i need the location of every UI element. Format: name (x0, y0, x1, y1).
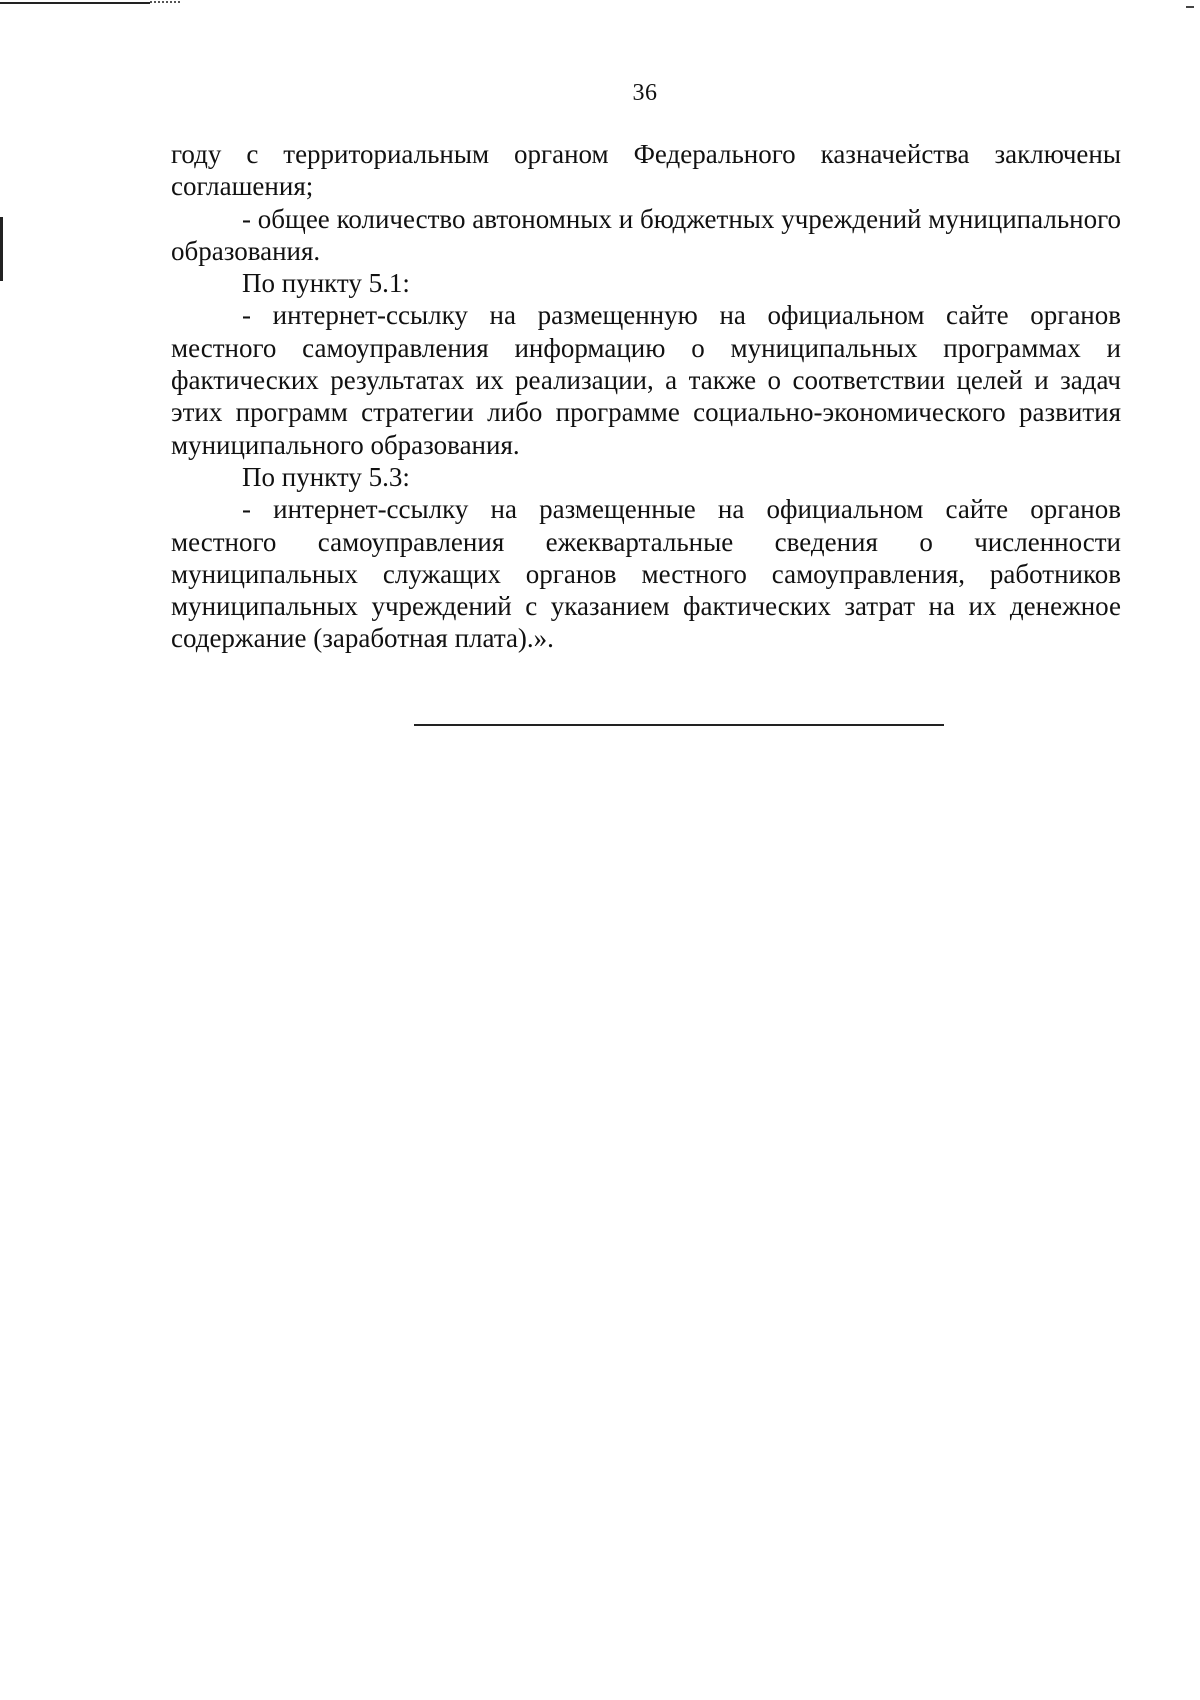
heading-point-5-3: По пункту 5.3: (242, 461, 410, 492)
end-separator-line (414, 724, 944, 726)
paragraph-continuation: году с территориальным органом Федерального казначейства заключены соглашения; (171, 139, 1121, 202)
scan-artifact-top-dots (150, 1, 180, 5)
document-body (171, 138, 1121, 655)
paragraph-point-5-3-link: - интернет-ссылку на размещенные на официальном сайте органов местного самоуправления ежеквартальные сведения о численности муниципальных служащих органов местного самоуправления, работников муниципальных учреждений с указанием фактических затрат на их денежное содержание (заработная плата).». (171, 494, 1121, 654)
scan-artifact-left-bar (0, 217, 3, 281)
scan-artifact-right-mark (1186, 6, 1194, 8)
paragraph-point-5-1-link: - интернет-ссылку на размещенную на официальном сайте органов местного самоуправления информацию о муниципальных программах и фактических результатах их реализации, а также о соответствии целей и задач этих программ стратегии либо программе социально-экономического развития муниципального образования. (171, 300, 1121, 460)
page-number: 36 (632, 80, 658, 106)
heading-point-5-1: По пункту 5.1: (242, 268, 410, 299)
paragraph-institutions-count: - общее количество автономных и бюджетных учреждений муниципального образования. (171, 203, 1121, 266)
scan-artifact-top-line (0, 2, 150, 4)
